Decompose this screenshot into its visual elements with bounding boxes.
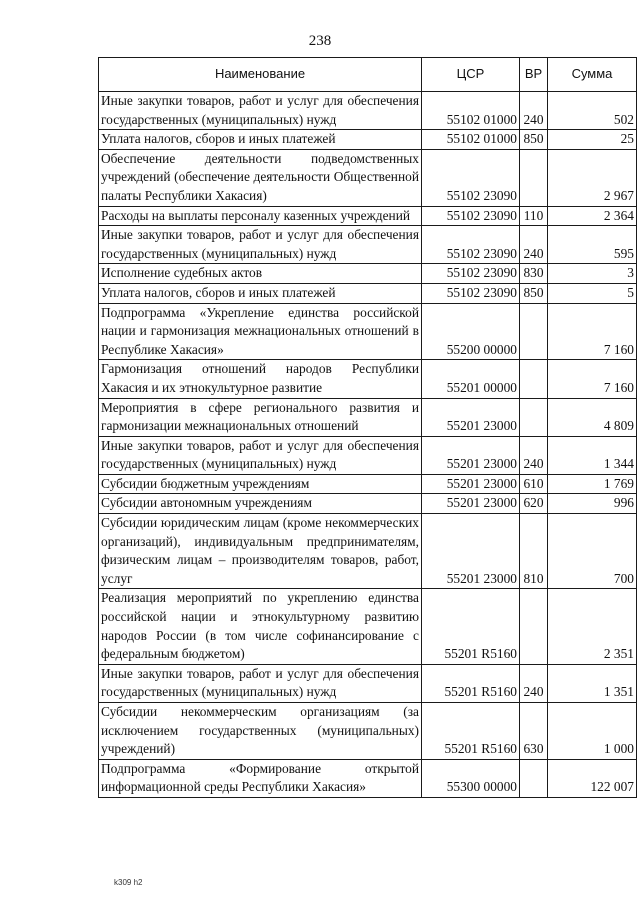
table-row: [99, 474, 637, 494]
cell-csr: 55102 01000: [422, 92, 520, 130]
cell-vr: 240: [520, 92, 548, 130]
cell-vr: 810: [520, 514, 548, 589]
cell-sum: 3: [548, 264, 637, 284]
cell-csr: 55102 23090: [422, 283, 520, 303]
cell-csr: 55102 23090: [422, 149, 520, 206]
cell-vr: [520, 149, 548, 206]
cell-vr: [520, 759, 548, 797]
header-name: Наименование: [99, 58, 422, 92]
table-row: [99, 436, 637, 474]
table-row: [99, 149, 637, 206]
cell-vr: [520, 398, 548, 436]
cell-sum: 1 769: [548, 474, 637, 494]
cell-sum: 1 344: [548, 436, 637, 474]
cell-vr: [520, 360, 548, 398]
cell-name: Иные закупки товаров, работ и услуг для обеспечения государственных (муниципальных) нужд: [99, 436, 422, 474]
cell-sum: 2 351: [548, 589, 637, 664]
cell-name: Гармонизация отношений народов Республики Хакасия и их этнокультурное развитие: [99, 360, 422, 398]
header-csr: ЦСР: [422, 58, 520, 92]
table-row: [99, 360, 637, 398]
cell-name: Субсидии бюджетным учреждениям: [99, 474, 422, 494]
table-row: [99, 226, 637, 264]
table-row: [99, 264, 637, 284]
cell-csr: 55201 R5160: [422, 664, 520, 702]
cell-sum: 122 007: [548, 759, 637, 797]
cell-name: Мероприятия в сфере регионального развития и гармонизации межнациональных отношений: [99, 398, 422, 436]
cell-sum: 7 160: [548, 360, 637, 398]
table-row: [99, 664, 637, 702]
table-row: [99, 589, 637, 664]
cell-sum: 7 160: [548, 303, 637, 360]
cell-vr: 240: [520, 226, 548, 264]
cell-vr: [520, 303, 548, 360]
cell-name: Расходы на выплаты персоналу казенных учреждений: [99, 206, 422, 226]
cell-name: Обеспечение деятельности подведомственных учреждений (обеспечение деятельности Общественной палаты Республики Хакасия): [99, 149, 422, 206]
cell-vr: 850: [520, 283, 548, 303]
table-row: [99, 303, 637, 360]
cell-vr: 850: [520, 130, 548, 150]
cell-vr: 830: [520, 264, 548, 284]
cell-csr: 55300 00000: [422, 759, 520, 797]
table-row: [99, 206, 637, 226]
cell-name: Субсидии юридическим лицам (кроме некоммерческих организаций), индивидуальным предпринимателям, физическим лицам – производителям товаров, работ, услуг: [99, 514, 422, 589]
cell-csr: 55201 23000: [422, 514, 520, 589]
cell-sum: 996: [548, 494, 637, 514]
cell-csr: 55201 00000: [422, 360, 520, 398]
cell-name: Исполнение судебных актов: [99, 264, 422, 284]
cell-csr: 55201 23000: [422, 436, 520, 474]
cell-sum: 2 967: [548, 149, 637, 206]
cell-csr: 55200 00000: [422, 303, 520, 360]
cell-csr: 55201 23000: [422, 494, 520, 514]
table-row: [99, 398, 637, 436]
cell-name: Субсидии некоммерческим организациям (за исключением государственных (муниципальных) учреждений): [99, 703, 422, 760]
table-row: [99, 130, 637, 150]
cell-sum: 1 351: [548, 664, 637, 702]
cell-vr: 110: [520, 206, 548, 226]
cell-vr: [520, 589, 548, 664]
budget-table: [98, 57, 637, 798]
cell-csr: 55102 23090: [422, 206, 520, 226]
cell-csr: 55102 23090: [422, 264, 520, 284]
table-row: [99, 514, 637, 589]
table-row: [99, 494, 637, 514]
header-sum: Сумма: [548, 58, 637, 92]
table-row: [99, 703, 637, 760]
cell-csr: 55102 23090: [422, 226, 520, 264]
footer-code: k309 h2: [114, 878, 143, 887]
cell-sum: 25: [548, 130, 637, 150]
cell-csr: 55201 R5160: [422, 589, 520, 664]
header-vr: ВР: [520, 58, 548, 92]
table-row: [99, 92, 637, 130]
cell-sum: 595: [548, 226, 637, 264]
cell-vr: 610: [520, 474, 548, 494]
table-row: [99, 759, 637, 797]
cell-name: Реализация мероприятий по укреплению единства российской нации и этнокультурному развитию народов России (в том числе софинансирование с федеральным бюджетом): [99, 589, 422, 664]
cell-name: Иные закупки товаров, работ и услуг для обеспечения государственных (муниципальных) нужд: [99, 92, 422, 130]
table-header-row: [99, 58, 637, 92]
cell-vr: 620: [520, 494, 548, 514]
cell-name: Уплата налогов, сборов и иных платежей: [99, 283, 422, 303]
cell-name: Подпрограмма «Формирование открытой информационной среды Республики Хакасия»: [99, 759, 422, 797]
cell-name: Подпрограмма «Укрепление единства российской нации и гармонизация межнациональных отношений в Республике Хакасия»: [99, 303, 422, 360]
cell-csr: 55201 R5160: [422, 703, 520, 760]
cell-vr: 240: [520, 436, 548, 474]
page-number: 238: [308, 33, 332, 49]
cell-csr: 55201 23000: [422, 474, 520, 494]
table-row: [99, 283, 637, 303]
cell-sum: 2 364: [548, 206, 637, 226]
cell-csr: 55201 23000: [422, 398, 520, 436]
cell-sum: 5: [548, 283, 637, 303]
cell-vr: 240: [520, 664, 548, 702]
cell-name: Уплата налогов, сборов и иных платежей: [99, 130, 422, 150]
cell-sum: 4 809: [548, 398, 637, 436]
cell-csr: 55102 01000: [422, 130, 520, 150]
cell-name: Иные закупки товаров, работ и услуг для обеспечения государственных (муниципальных) нужд: [99, 226, 422, 264]
cell-sum: 502: [548, 92, 637, 130]
cell-sum: 1 000: [548, 703, 637, 760]
table-body: [99, 92, 637, 798]
cell-vr: 630: [520, 703, 548, 760]
cell-name: Субсидии автономным учреждениям: [99, 494, 422, 514]
cell-sum: 700: [548, 514, 637, 589]
cell-name: Иные закупки товаров, работ и услуг для обеспечения государственных (муниципальных) нужд: [99, 664, 422, 702]
